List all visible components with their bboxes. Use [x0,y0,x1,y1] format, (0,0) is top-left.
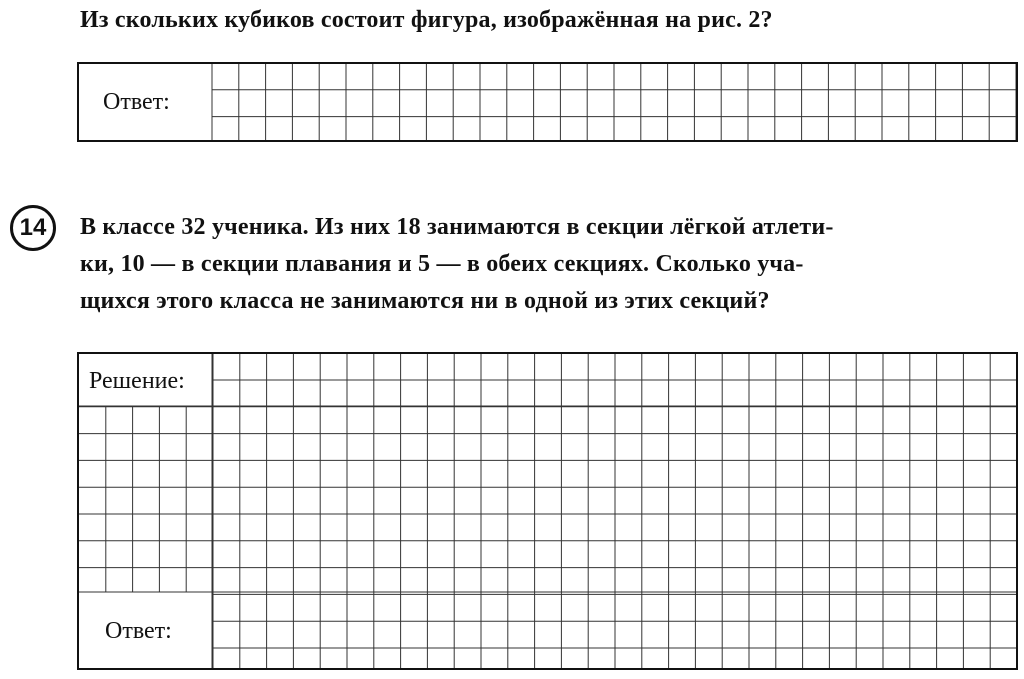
answer-label-task14: Ответ: [105,618,172,644]
task-number: 14 [19,214,47,241]
solution-grid [79,354,1016,668]
task14-line-2: ки, 10 — в секции плавания и 5 — в обеих секциях. Сколько уча- [80,251,804,277]
task-number-badge [10,205,56,251]
answer-grid-previous [79,64,1016,140]
previous-question-text: Из скольких кубиков состоит фигура, изображённая на рис. 2? [80,7,773,33]
solution-label: Решение: [89,368,185,394]
answer-label-previous: Ответ: [103,89,170,115]
solution-box[interactable] [77,352,1018,670]
answer-box-previous[interactable] [77,62,1018,142]
task14-question-text [80,209,834,320]
task14-line-3: щихся этого класса не занимаются ни в одной из этих секций? [80,288,770,314]
task14-line-1: В классе 32 ученика. Из них 18 занимаются в секции лёгкой атлети- [80,214,834,240]
